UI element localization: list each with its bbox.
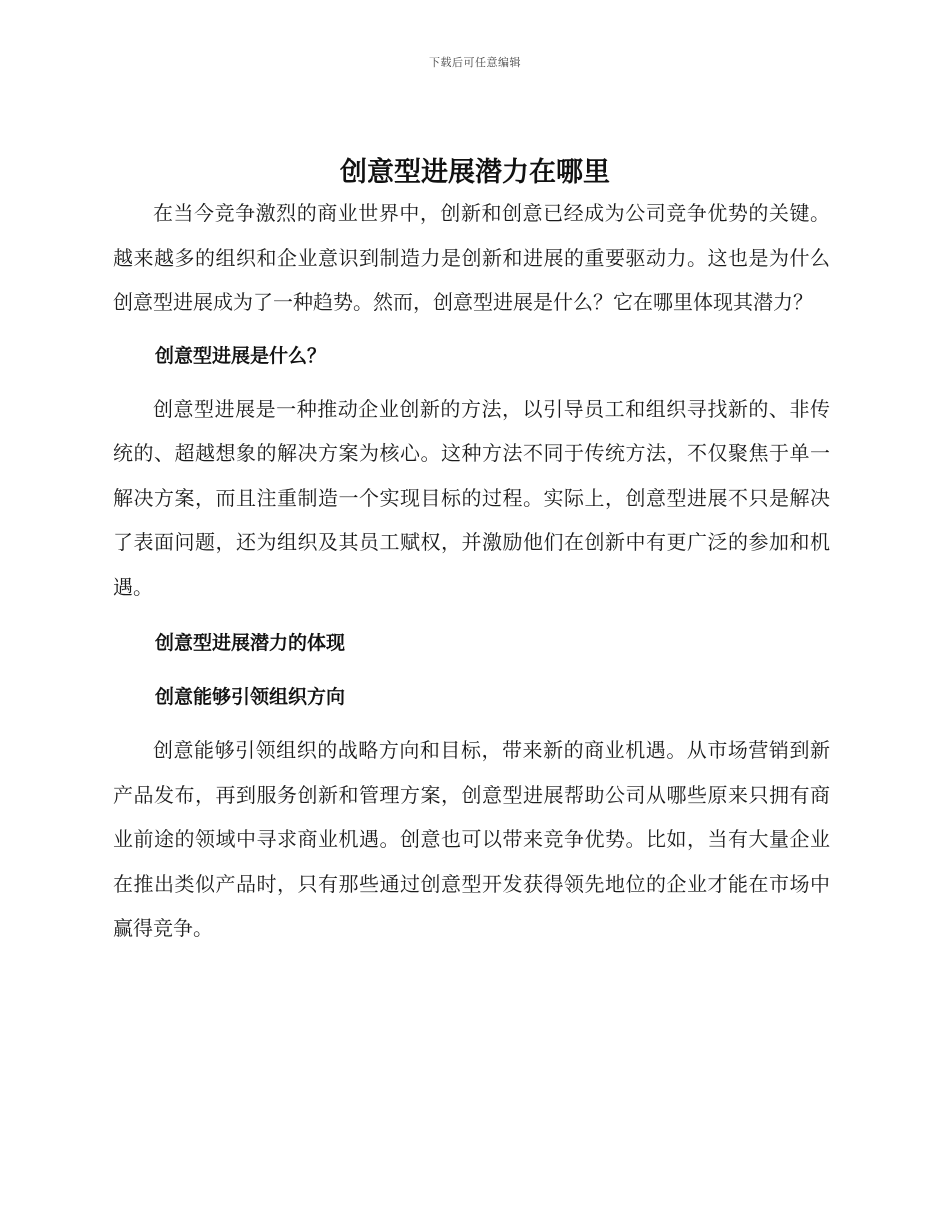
spacer: [113, 665, 830, 675]
document-body: [113, 191, 830, 951]
spacer: [113, 378, 830, 387]
subsection-heading-direction: 创意能够引领组织方向: [155, 686, 346, 708]
section-heading-what-is: 创意型进展是什么？: [155, 344, 327, 367]
subsection-paragraph-direction: 创意能够引领组织的战略方向和目标，带来新的商业机遇。从市场营销到新产品发布，再到服务创新和管理方案，创意型进展帮助公司从哪些原来只拥有商业前途的领域中寻求商业机遇。创意也可以带来竞争优势。比如，当有大量企业在推出类似产品时，只有那些通过创意型开发获得领先地位的企业才能在市场中赢得竞争。: [113, 738, 830, 940]
section-heading-potential: 创意型进展潜力的体现: [155, 632, 346, 654]
section-paragraph-what-is: 创意型进展是一种推动企业创新的方法，以引导员工和组织寻找新的、非传统的、超越想象的解决方案为核心。这种方法不同于传统方法，不仅聚焦于单一解决方案，而且注重制造一个实现目标的过程。实际上，创意型进展不只是解决了表面问题，还为组织及其员工赋权，并激励他们在创新中有更广泛的参加和机遇。: [113, 396, 830, 599]
spacer: [113, 325, 830, 334]
document-title: 创意型进展潜力在哪里: [340, 157, 610, 188]
intro-paragraph: 在当今竞争激烈的商业世界中，创新和创意已经成为公司竞争优势的关键。越来越多的组织和企业意识到制造力是创新和进展的重要驱动力。这也是为什么创意型进展成为了一种趋势。然而，创意型进展是什么？它在哪里体现其潜力？: [113, 201, 830, 314]
spacer: [113, 609, 830, 621]
spacer: [113, 719, 830, 728]
page-header-note: 下载后可任意编辑: [429, 56, 521, 69]
